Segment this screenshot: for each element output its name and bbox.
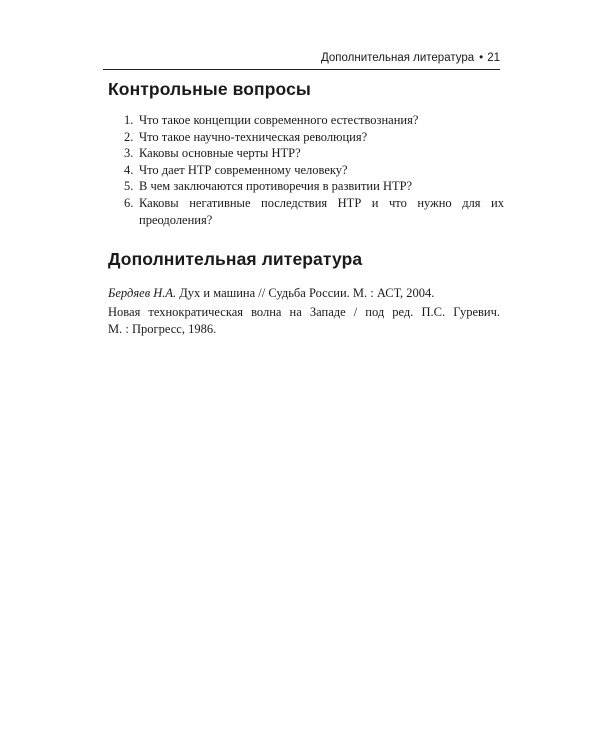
question-item (124, 129, 504, 146)
literature-text-line: М. : Прогресс, 1986. (108, 321, 217, 336)
literature-entry (108, 304, 500, 337)
question-number: 2. (124, 129, 134, 144)
question-number: 1. (124, 113, 134, 127)
question-item (124, 178, 504, 195)
literature-author: Бердяев Н.А. (108, 286, 177, 300)
question-item (124, 195, 504, 228)
question-text: Что дает НТР современному человеку? (139, 162, 348, 177)
literature-entry (108, 285, 500, 302)
running-header-title: Дополнительная литература (320, 52, 475, 64)
literature-text: Дух и машина // Судьба России. М. : АСТ, 2004. (179, 286, 435, 300)
question-number: 3. (124, 146, 134, 161)
section-heading-literature: Дополнительная литература (108, 249, 363, 269)
question-text: Каковы основные черты НТР? (139, 146, 301, 161)
question-text: Что такое концепции современного естествознания? (139, 113, 419, 127)
questions-list (124, 112, 504, 228)
question-item (124, 112, 504, 129)
question-item (124, 145, 504, 162)
question-number: 5. (124, 179, 134, 194)
question-number: 6. (124, 195, 134, 210)
question-text: В чем заключаются противоречия в развитии НТР? (139, 179, 413, 194)
question-item (124, 162, 504, 179)
literature-text-line: Новая технократическая волна на Западе / под ред. П.С. Гуревич. (108, 305, 500, 319)
section-heading-questions: Контрольные вопросы (108, 79, 311, 99)
running-header (103, 49, 500, 70)
running-header-text (321, 52, 500, 64)
running-header-bullet: • (479, 52, 484, 64)
question-text: Каковы негативные последствия НТР и что нужно для их преодоления? (139, 195, 504, 227)
question-text: Что такое научно-техническая революция? (139, 129, 368, 144)
page-number: 21 (487, 52, 500, 64)
question-number: 4. (124, 162, 134, 177)
